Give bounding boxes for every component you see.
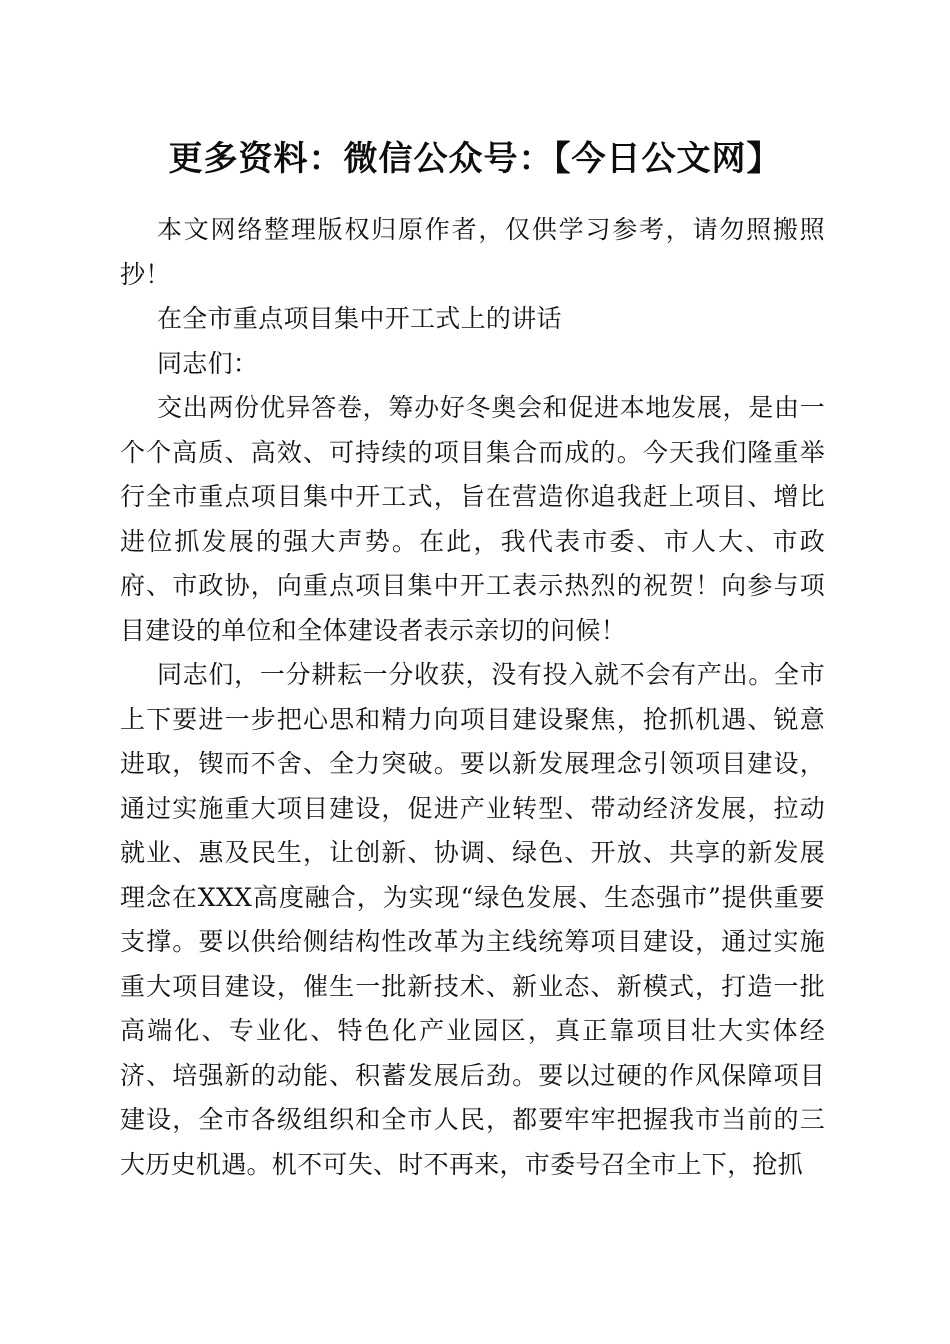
body-paragraph: 同志们，一分耕耘一分收获，没有投入就不会有产出。全市上下要进一步把心思和精力向项目建设聚焦，抢抓机遇、锐意进取，锲而不舍、全力突破。要以新发展理念引领项目建设，通过实施重大项目建设，促进产业转型、带动经济发展，拉动就业、惠及民生，让创新、协调、绿色、开放、共享的新发展理念在XXX高度融合，为实现“绿色发展、生态强市”提供重要支撑。要以供给侧结构性改革为主线统筹项目建设，通过实施重大项目建设，催生一批新技术、新业态、新模式，打造一批高端化、专业化、特色化产业园区，真正靠项目壮大实体经济、培强新的动能、积蓄发展后劲。要以过硬的作风保障项目建设，全市各级组织和全市人民，都要牢牢把握我市当前的三大历史机遇。机不可失、时不再来，市委号召全市上下，抢抓	[120, 660, 825, 1179]
page-title: 更多资料：微信公众号：【今日公文网】	[168, 139, 782, 179]
body-paragraph: 交出两份优异答卷，筹办好冬奥会和促进本地发展，是由一个个高质、高效、可持续的项目集合而成的。今天我们隆重举行全市重点项目集中开工式，旨在营造你追我赶上项目、增比进位抓发展的强大声势。在此，我代表市委、市人大、市政府、市政协，向重点项目集中开工表示热烈的祝贺！向参与项目建设的单位和全体建设者表示亲切的问候！	[120, 393, 825, 645]
copyright-notice: 本文网络整理版权归原作者，仅供学习参考，请勿照搬照抄！	[120, 215, 825, 289]
document-body	[120, 208, 825, 1187]
speech-title: 在全市重点项目集中开工式上的讲话	[157, 304, 562, 333]
salutation: 同志们：	[157, 348, 259, 378]
